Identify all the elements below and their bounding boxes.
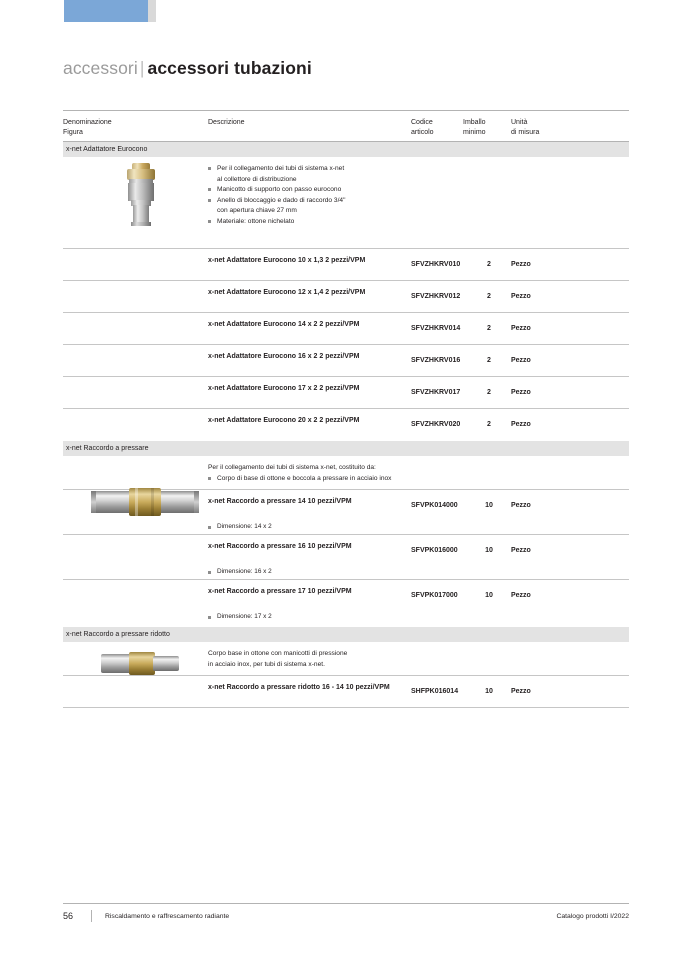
- product-unita: Pezzo: [511, 357, 531, 364]
- product-unita: Pezzo: [511, 547, 531, 554]
- table-row: [63, 313, 629, 345]
- intro-text-line1: Corpo base in ottone con manicotti di pressione: [208, 650, 348, 657]
- product-imballo: 10: [485, 502, 493, 509]
- chapter-tab-blue: [64, 0, 148, 22]
- dimension-text-wrap: [208, 523, 272, 530]
- section-band-eurocono: x-net Adattatore Eurocono: [63, 142, 629, 157]
- bullet-square-icon: [208, 616, 211, 619]
- eurocono-adapter-figure: [119, 163, 163, 233]
- list-item: [208, 206, 418, 217]
- bullet-square-icon: [208, 477, 211, 480]
- section-intro-raccordo-ridotto: [63, 642, 629, 676]
- list-item-text: Materiale: ottone nichelato: [217, 217, 295, 225]
- product-name-line1: x-net Adattatore Eurocono 16 x 2: [208, 353, 318, 360]
- list-item: [208, 196, 418, 207]
- product-imballo: 2: [487, 293, 491, 300]
- table-row: [63, 345, 629, 377]
- column-header-line1: Descrizione: [208, 119, 245, 126]
- eurocono-bullet-list: [208, 164, 418, 227]
- product-code: SFVPK016000: [411, 547, 458, 554]
- bullet-square-icon: [208, 167, 211, 170]
- table-row: [63, 490, 629, 521]
- product-unita: Pezzo: [511, 688, 531, 695]
- product-name-line2: 2 pezzi/VPM: [319, 321, 360, 328]
- footer-right-text: Catalogo prodotti I/2022: [556, 913, 629, 920]
- product-name-line1: x-net Adattatore Eurocono 17 x 2: [208, 385, 318, 392]
- table-header: [63, 110, 629, 142]
- table-row: [63, 249, 629, 281]
- product-imballo: 2: [487, 357, 491, 364]
- product-unita: Pezzo: [511, 502, 531, 509]
- product-name-line2: 2 pezzi/VPM: [325, 257, 366, 264]
- eurocono-description: [208, 164, 418, 227]
- list-item: [208, 175, 418, 186]
- product-name-line2: 10 pezzi/VPM: [307, 543, 352, 550]
- product-dimension-row: [63, 521, 629, 535]
- product-unita: Pezzo: [511, 293, 531, 300]
- product-unita: Pezzo: [511, 389, 531, 396]
- product-imballo: 2: [487, 325, 491, 332]
- bullet-square-icon: [208, 220, 211, 223]
- page-title-category: accessori: [63, 58, 138, 78]
- product-name-line2: 2 pezzi/VPM: [319, 417, 360, 424]
- product-name: [208, 352, 408, 362]
- section-band-raccordo-pressare: x-net Raccordo a pressare: [63, 441, 629, 456]
- product-unita: Pezzo: [511, 592, 531, 599]
- product-name-line1: x-net Raccordo a pressare 17: [208, 588, 306, 595]
- product-imballo: 10: [485, 592, 493, 599]
- product-imballo: 10: [485, 688, 493, 695]
- table-row: [63, 377, 629, 409]
- chapter-tab-gray: [148, 0, 156, 22]
- column-header-descrizione: [208, 118, 408, 128]
- product-name-line1: x-net Raccordo a pressare ridotto 16 - 14: [208, 684, 344, 691]
- product-dimension-row: [63, 611, 629, 627]
- press-fitting-figure: [91, 484, 201, 524]
- list-item-text: Corpo di base di ottone e boccola a pressare in acciaio inox: [217, 474, 392, 482]
- list-item-text: al collettore di distribuzione: [217, 175, 297, 183]
- product-name: [208, 542, 408, 552]
- product-dimension-row: [63, 566, 629, 580]
- column-header-line2: di misura: [511, 128, 540, 136]
- product-code: SFVZHKRV017: [411, 389, 461, 396]
- section-band-raccordo-ridotto: x-net Raccordo a pressare ridotto: [63, 627, 629, 642]
- page-title: [63, 58, 312, 79]
- raccordo-description: [208, 463, 418, 484]
- product-name-line1: x-net Adattatore Eurocono 20 x 2: [208, 417, 318, 424]
- product-name: [208, 320, 408, 330]
- product-name-line2: 2 pezzi/VPM: [319, 353, 360, 360]
- table-row: [63, 281, 629, 313]
- product-imballo: 10: [485, 547, 493, 554]
- product-name-line2: 10 pezzi/VPM: [307, 588, 352, 595]
- product-name: [208, 416, 408, 426]
- list-item-text: con apertura chiave 27 mm: [217, 207, 297, 214]
- product-name-line1: x-net Adattatore Eurocono 10 x 1,3: [208, 257, 324, 264]
- product-code: SFVPK017000: [411, 592, 458, 599]
- dimension-text: Dimensione: 17 x 2: [217, 613, 272, 620]
- list-item: [208, 164, 418, 175]
- column-header-line1: Imballo: [463, 119, 486, 126]
- table-row: [63, 676, 629, 708]
- page-number: 56: [63, 911, 74, 921]
- raccordo-bullet-list: [208, 474, 418, 485]
- product-name-line1: x-net Adattatore Eurocono 14 x 2: [208, 321, 318, 328]
- product-code: SFVZHKRV010: [411, 261, 461, 268]
- dimension-text-wrap: [208, 613, 272, 620]
- product-code: SHFPK016014: [411, 688, 459, 695]
- intro-text: Per il collegamento dei tubi di sistema x-net, costituito da:: [208, 464, 376, 471]
- product-code: SFVZHKRV012: [411, 293, 461, 300]
- bullet-square-icon: [208, 526, 211, 529]
- product-name-line2: 2 pezzi/VPM: [319, 385, 360, 392]
- page-footer: [63, 903, 629, 921]
- product-unita: Pezzo: [511, 261, 531, 268]
- bullet-square-icon: [208, 188, 211, 191]
- product-name-line1: x-net Adattatore Eurocono 12 x 1,4: [208, 289, 324, 296]
- product-name-line1: x-net Raccordo a pressare 16: [208, 543, 306, 550]
- product-name: [208, 497, 408, 507]
- column-header-unita: [511, 118, 571, 137]
- product-name: [208, 384, 408, 394]
- product-name: [208, 288, 408, 298]
- product-unita: Pezzo: [511, 325, 531, 332]
- page-title-subcategory: accessori tubazioni: [147, 58, 312, 78]
- column-header-imballo: [463, 118, 515, 137]
- product-name-line2: 2 pezzi/VPM: [325, 289, 366, 296]
- product-code: SFVPK014000: [411, 502, 458, 509]
- product-unita: Pezzo: [511, 421, 531, 428]
- product-name: [208, 256, 408, 266]
- section-intro-eurocono: [63, 157, 629, 249]
- bullet-square-icon: [208, 199, 211, 202]
- column-header-line1: Codice: [411, 119, 433, 126]
- list-item-text: Manicotto di supporto con passo eurocono: [217, 186, 342, 193]
- dimension-text: Dimensione: 14 x 2: [217, 523, 272, 530]
- column-header-line1: Denominazione: [63, 119, 112, 126]
- list-item: [208, 217, 418, 228]
- product-imballo: 2: [487, 261, 491, 268]
- ridotto-description: [208, 649, 418, 670]
- page-title-separator: |: [139, 58, 145, 78]
- product-code: SFVZHKRV014: [411, 325, 461, 332]
- intro-text-line2: in acciaio inox, per tubi di sistema x-net.: [208, 660, 325, 668]
- list-item: [208, 185, 418, 196]
- table-row: [63, 535, 629, 566]
- table-row: [63, 580, 629, 611]
- product-name: [208, 587, 408, 597]
- table-row: [63, 409, 629, 441]
- product-name-line1: x-net Raccordo a pressare 14: [208, 498, 306, 505]
- column-header-line2: Figura: [63, 128, 83, 136]
- list-item-text: Anello di bloccaggio e dado di raccordo 3/4": [217, 196, 346, 204]
- product-imballo: 2: [487, 389, 491, 396]
- dimension-text: Dimensione: 16 x 2: [217, 568, 272, 575]
- product-table: [63, 110, 629, 708]
- list-item: [208, 474, 418, 485]
- footer-divider: [91, 910, 92, 922]
- column-header-line2: articolo: [411, 128, 434, 136]
- column-header-denominazione: [63, 118, 205, 137]
- column-header-line2: minimo: [463, 128, 486, 136]
- product-name: [208, 683, 408, 693]
- column-header-line1: Unità: [511, 119, 528, 126]
- list-item-text: Per il collegamento dei tubi di sistema x-net: [217, 165, 345, 172]
- product-imballo: 2: [487, 421, 491, 428]
- product-code: SFVZHKRV016: [411, 357, 461, 364]
- product-code: SFVZHKRV020: [411, 421, 461, 428]
- bullet-square-icon: [208, 571, 211, 574]
- product-name-line2: 10 pezzi/VPM: [307, 498, 352, 505]
- product-name-line2: 10 pezzi/VPM: [345, 684, 390, 691]
- top-tab-bar: [0, 0, 678, 22]
- footer-left-text: Riscaldamento e raffrescamento radiante: [105, 913, 230, 920]
- dimension-text-wrap: [208, 568, 272, 575]
